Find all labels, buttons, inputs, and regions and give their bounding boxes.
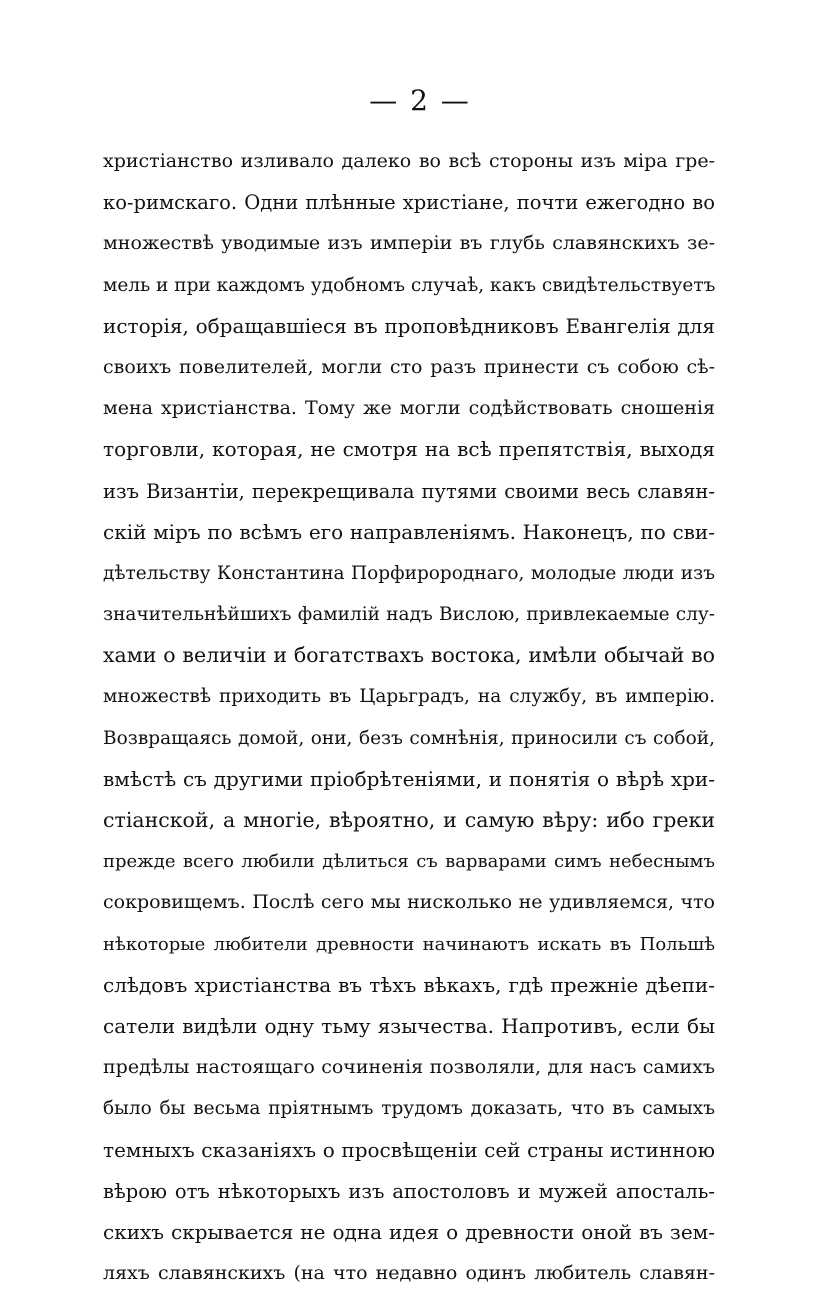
text-line: стіанской, а многіе, вѣроятно, и самую вѣру: ибо греки	[103, 808, 715, 832]
text-line: дѣтельству Константина Порфиророднаго, молодые люди изъ	[103, 562, 715, 584]
text-line: вѣрою отъ нѣкоторыхъ изъ апостоловъ и мужей апосталь-	[103, 1179, 715, 1203]
text-line: своихъ повелителей, могли сто разъ принести съ собою сѣ-	[103, 355, 715, 378]
text-line: мель и при каждомъ удобномъ случаѣ, какъ свидѣтельствуетъ	[103, 274, 715, 296]
text-line: темныхъ сказаніяхъ о просвѣщеніи сей страны истинною	[103, 1137, 715, 1162]
text-line: мена христіанства. Тому же могли содѣйствовать сношенія	[103, 397, 715, 420]
text-line: скій міръ по всѣмъ его направленіямъ. Наконецъ, по сви-	[103, 519, 715, 544]
text-line: хами о величіи и богатствахъ востока, имѣли обычай во	[103, 643, 715, 668]
text-line: Возвращаясь домой, они, безъ сомнѣнія, приносили съ собой,	[103, 727, 715, 749]
text-line: множествѣ приходить въ Царьградъ, на службу, въ имперію.	[103, 686, 715, 708]
text-line: значительнѣйшихъ фамилій надъ Вислою, привлекаемые слу-	[103, 604, 715, 626]
text-line: нѣкоторые любители древности начинаютъ искать въ Польшѣ	[103, 933, 715, 955]
text-line: было бы весьма пріятнымъ трудомъ доказать, что въ самыхъ	[103, 1098, 715, 1120]
text-line: предѣлы настоящаго сочиненія позволяли, для насъ самихъ	[103, 1056, 715, 1079]
text-line: торговли, которая, не смотря на всѣ препятствія, выходя	[103, 437, 715, 462]
text-line: сатели видѣли одну тьму язычества. Напротивъ, если бы	[103, 1013, 715, 1038]
text-line: слѣдовъ христіанства въ тѣхъ вѣкахъ, гдѣ прежніе дѣепи-	[103, 972, 715, 997]
body-text	[103, 141, 715, 1294]
text-line: ляхъ славянскихъ (на что недавно одинъ любитель славян-	[103, 1262, 715, 1285]
text-line: множествѣ уводимые изъ имперіи въ глубь славянскихъ зе-	[103, 232, 715, 255]
page-number: — 2 —	[369, 84, 471, 117]
text-line: вмѣстѣ съ другими пріобрѣтеніями, и понятія о вѣрѣ хри-	[103, 766, 715, 791]
text-line: христіанство изливало далеко во всѣ стороны изъ міра гре-	[103, 150, 715, 172]
text-line: скихъ скрывается не одна идея о древности оной въ зем-	[103, 1219, 715, 1244]
text-line: ко-римскаго. Одни плѣнные христіане, почти ежегодно во	[103, 191, 715, 215]
text-line: исторія, обращавшіеся въ проповѣдниковъ Евангелія для	[103, 313, 715, 338]
text-line: изъ Византіи, перекрещивала путями своими весь славян-	[103, 479, 715, 503]
text-line: сокровищемъ. Послѣ сего мы нисколько не удивляемся, что	[103, 891, 715, 914]
text-line: прежде всего любили дѣлиться съ варварами симъ небеснымъ	[103, 851, 715, 873]
